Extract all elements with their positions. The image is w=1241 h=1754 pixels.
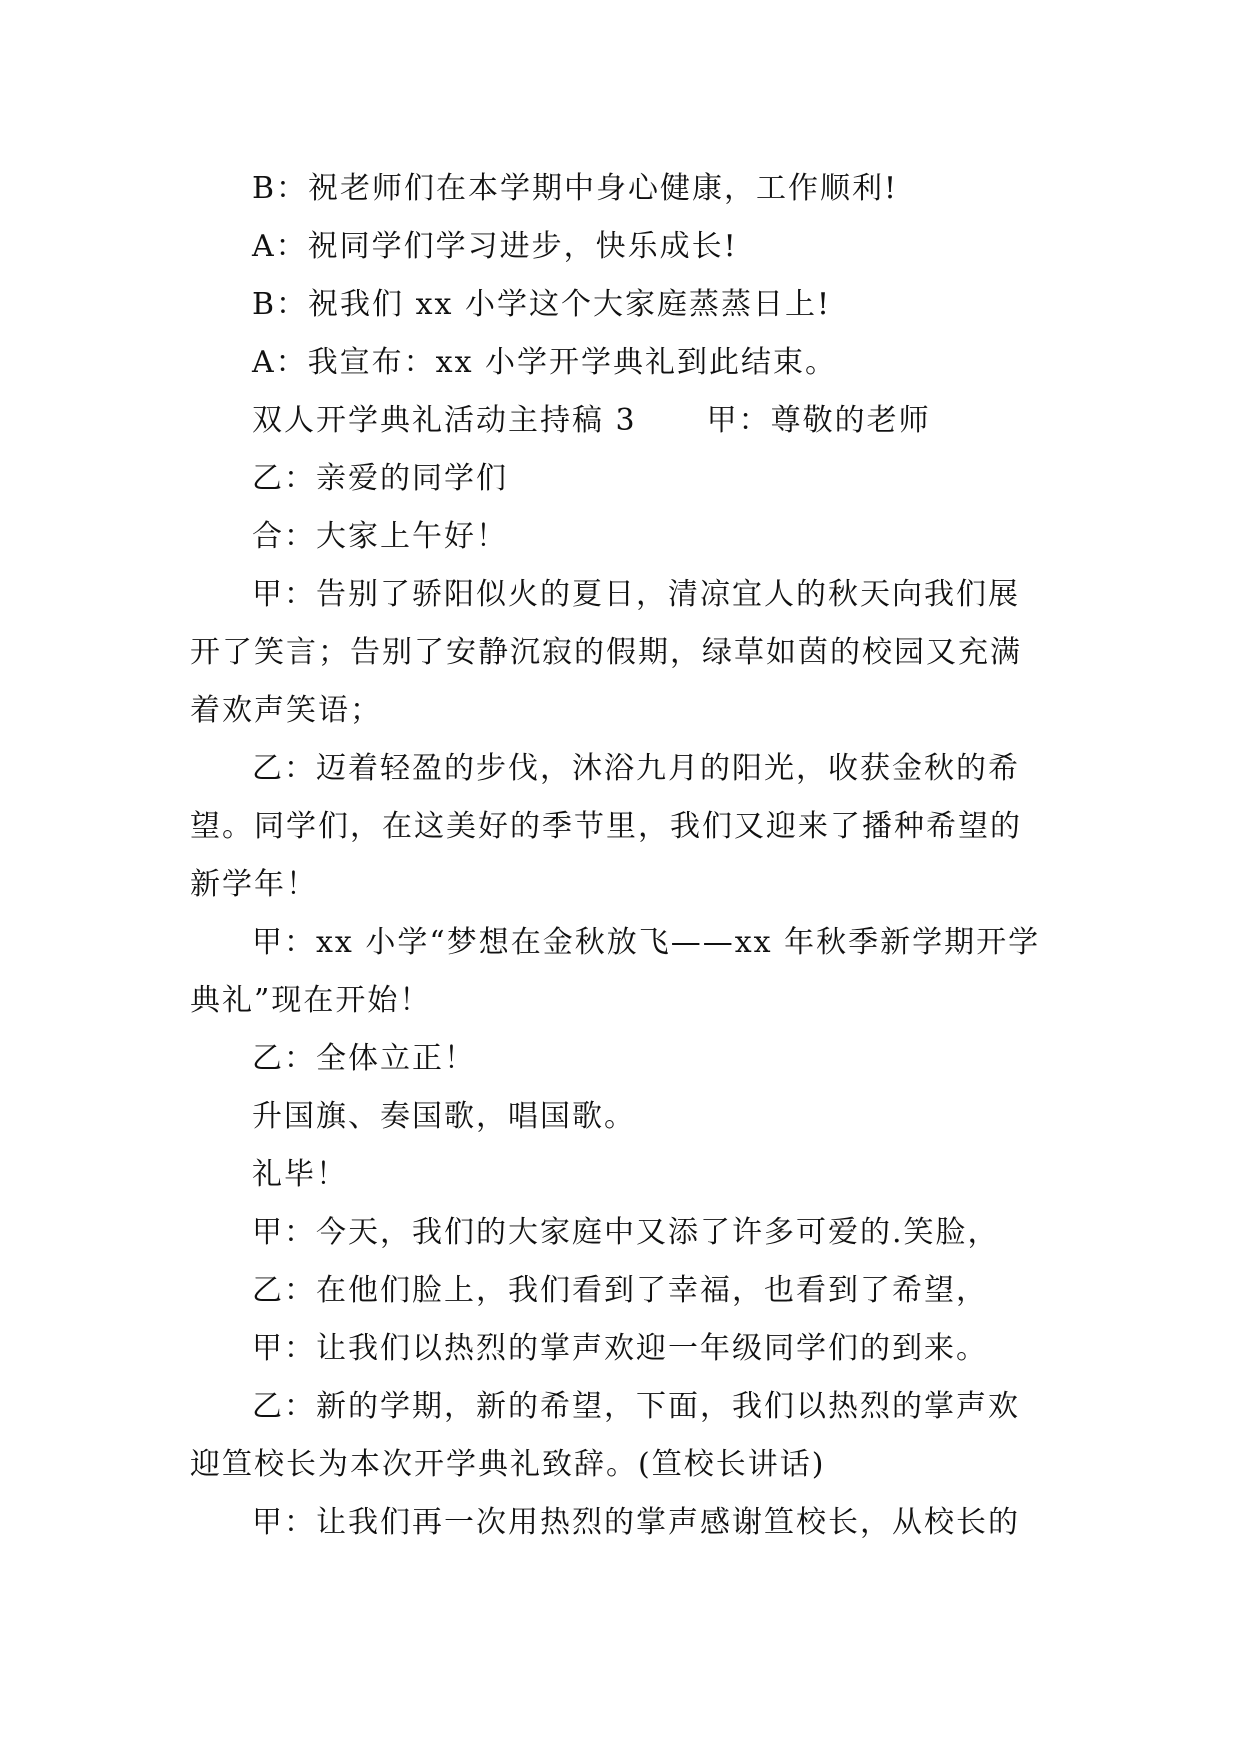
paragraph-inline: 甲：尊敬的老师 xyxy=(706,403,931,438)
paragraph: 乙：全体立正！ xyxy=(252,1041,476,1076)
paragraph: 甲：今天，我们的大家庭中又添了许多可爱的.笑脸， xyxy=(252,1215,1000,1250)
section-heading: 双人开学典礼活动主持稿 3 xyxy=(252,403,637,438)
paragraph: 甲：告别了骄阳似火的夏日，清凉宜人的秋天向我们展开了笑言；告别了安静沉寂的假期，绿草如茵的校园又充满着欢声笑语； xyxy=(190,577,1022,728)
paragraph: 乙：亲爱的同学们 xyxy=(252,461,508,496)
paragraph: 甲：让我们再一次用热烈的掌声感谢笪校长，从校长的 xyxy=(252,1505,1020,1540)
paragraph: 升国旗、奏国歌，唱国歌。 xyxy=(252,1099,636,1134)
document-body xyxy=(190,160,1050,1552)
paragraph-heading-line xyxy=(190,392,1050,450)
paragraph: 甲：xx 小学“梦想在金秋放飞——xx 年秋季新学期开学典礼”现在开始！ xyxy=(190,925,1041,1018)
paragraph: 礼毕！ xyxy=(252,1157,348,1192)
paragraph: A：祝同学们学习进步，快乐成长! xyxy=(252,229,738,264)
paragraph: 乙：迈着轻盈的步伐，沐浴九月的阳光，收获金秋的希望。同学们，在这美好的季节里，我们又迎来了播种希望的新学年！ xyxy=(190,751,1022,902)
paragraph: B：祝我们 xx 小学这个大家庭蒸蒸日上! xyxy=(252,287,832,322)
paragraph: 乙：新的学期，新的希望，下面，我们以热烈的掌声欢迎笪校长为本次开学典礼致辞。(笪校长讲话) xyxy=(190,1389,1020,1482)
paragraph: A：我宣布：xx 小学开学典礼到此结束。 xyxy=(252,345,838,380)
paragraph: B：祝老师们在本学期中身心健康，工作顺利! xyxy=(252,171,899,206)
paragraph: 乙：在他们脸上，我们看到了幸福，也看到了希望， xyxy=(252,1273,988,1308)
paragraph: 甲：让我们以热烈的掌声欢迎一年级同学们的到来。 xyxy=(252,1331,988,1366)
paragraph: 合：大家上午好！ xyxy=(252,519,508,554)
